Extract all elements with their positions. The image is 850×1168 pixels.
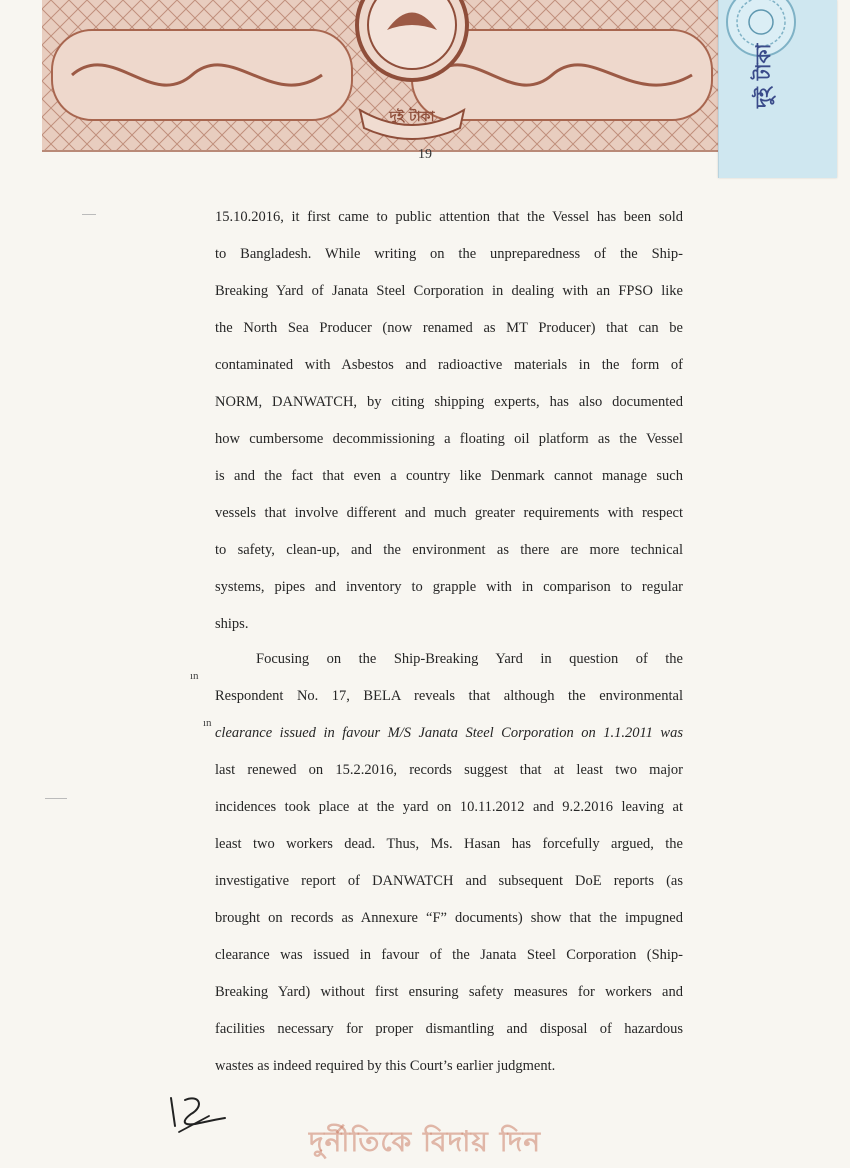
text-line: Focusing on the Ship-Breaking Yard in question of the bbox=[256, 651, 683, 667]
text-line: contaminated with Asbestos and radioactive materials in the form of bbox=[215, 357, 683, 373]
text-line: to Bangladesh. While writing on the unpreparedness of the Ship- bbox=[215, 246, 683, 262]
text-line: is and the fact that even a country like Denmark cannot manage such bbox=[215, 468, 683, 484]
text-line: last renewed on 15.2.2016, records suggest that at least two major bbox=[215, 762, 683, 778]
text-line: least two workers dead. Thus, Ms. Hasan has forcefully argued, the bbox=[215, 836, 683, 852]
text-line: Breaking Yard) without first ensuring safety measures for workers and bbox=[215, 984, 683, 1000]
footer-slogan: দুর্নীতিকে বিদায় দিন bbox=[308, 1125, 542, 1158]
text-line: Breaking Yard of Janata Steel Corporation in dealing with an FPSO like bbox=[215, 283, 683, 299]
margin-tick bbox=[45, 798, 67, 799]
text-line: vessels that involve different and much greater requirements with respect bbox=[215, 505, 683, 521]
text-line: systems, pipes and inventory to grapple with in comparison to regular bbox=[215, 579, 683, 595]
text-line: the North Sea Producer (now renamed as MT Producer) that can be bbox=[215, 320, 683, 336]
stamp-paper-header bbox=[42, 0, 720, 152]
text-line: wastes as indeed required by this Court’s earlier judgment. bbox=[215, 1058, 556, 1074]
margin-mark: ın bbox=[203, 717, 212, 729]
text-line: how cumbersome decommissioning a floating oil platform as the Vessel bbox=[215, 431, 683, 447]
text-line: Respondent No. 17, BELA reveals that although the environmental bbox=[215, 688, 683, 704]
margin-mark: ın bbox=[190, 670, 199, 682]
margin-tick bbox=[82, 214, 96, 215]
text-line: facilities necessary for proper dismantling and disposal of hazardous bbox=[215, 1021, 683, 1037]
text-line: clearance issued in favour M/S Janata Steel Corporation on 1.1.2011 was bbox=[215, 725, 683, 741]
text-line: incidences took place at the yard on 10.11.2012 and 9.2.2016 leaving at bbox=[215, 799, 683, 815]
stamp-value-text: দুই টাকা bbox=[389, 109, 435, 125]
text-line: ships. bbox=[215, 616, 249, 632]
text-line: clearance was issued in favour of the Janata Steel Corporation (Ship- bbox=[215, 947, 683, 963]
text-line: NORM, DANWATCH, by citing shipping experts, has also documented bbox=[215, 394, 683, 410]
revenue-stamp-text: দুই টাকা bbox=[751, 43, 775, 108]
text-line: 15.10.2016, it first came to public attention that the Vessel has been sold bbox=[215, 209, 683, 225]
text-line: investigative report of DANWATCH and subsequent DoE reports (as bbox=[215, 873, 683, 889]
text-line: brought on records as Annexure “F” documents) show that the impugned bbox=[215, 910, 683, 926]
text-line: to safety, clean-up, and the environment as there are more technical bbox=[215, 542, 683, 558]
page-number: 19 bbox=[418, 147, 432, 162]
